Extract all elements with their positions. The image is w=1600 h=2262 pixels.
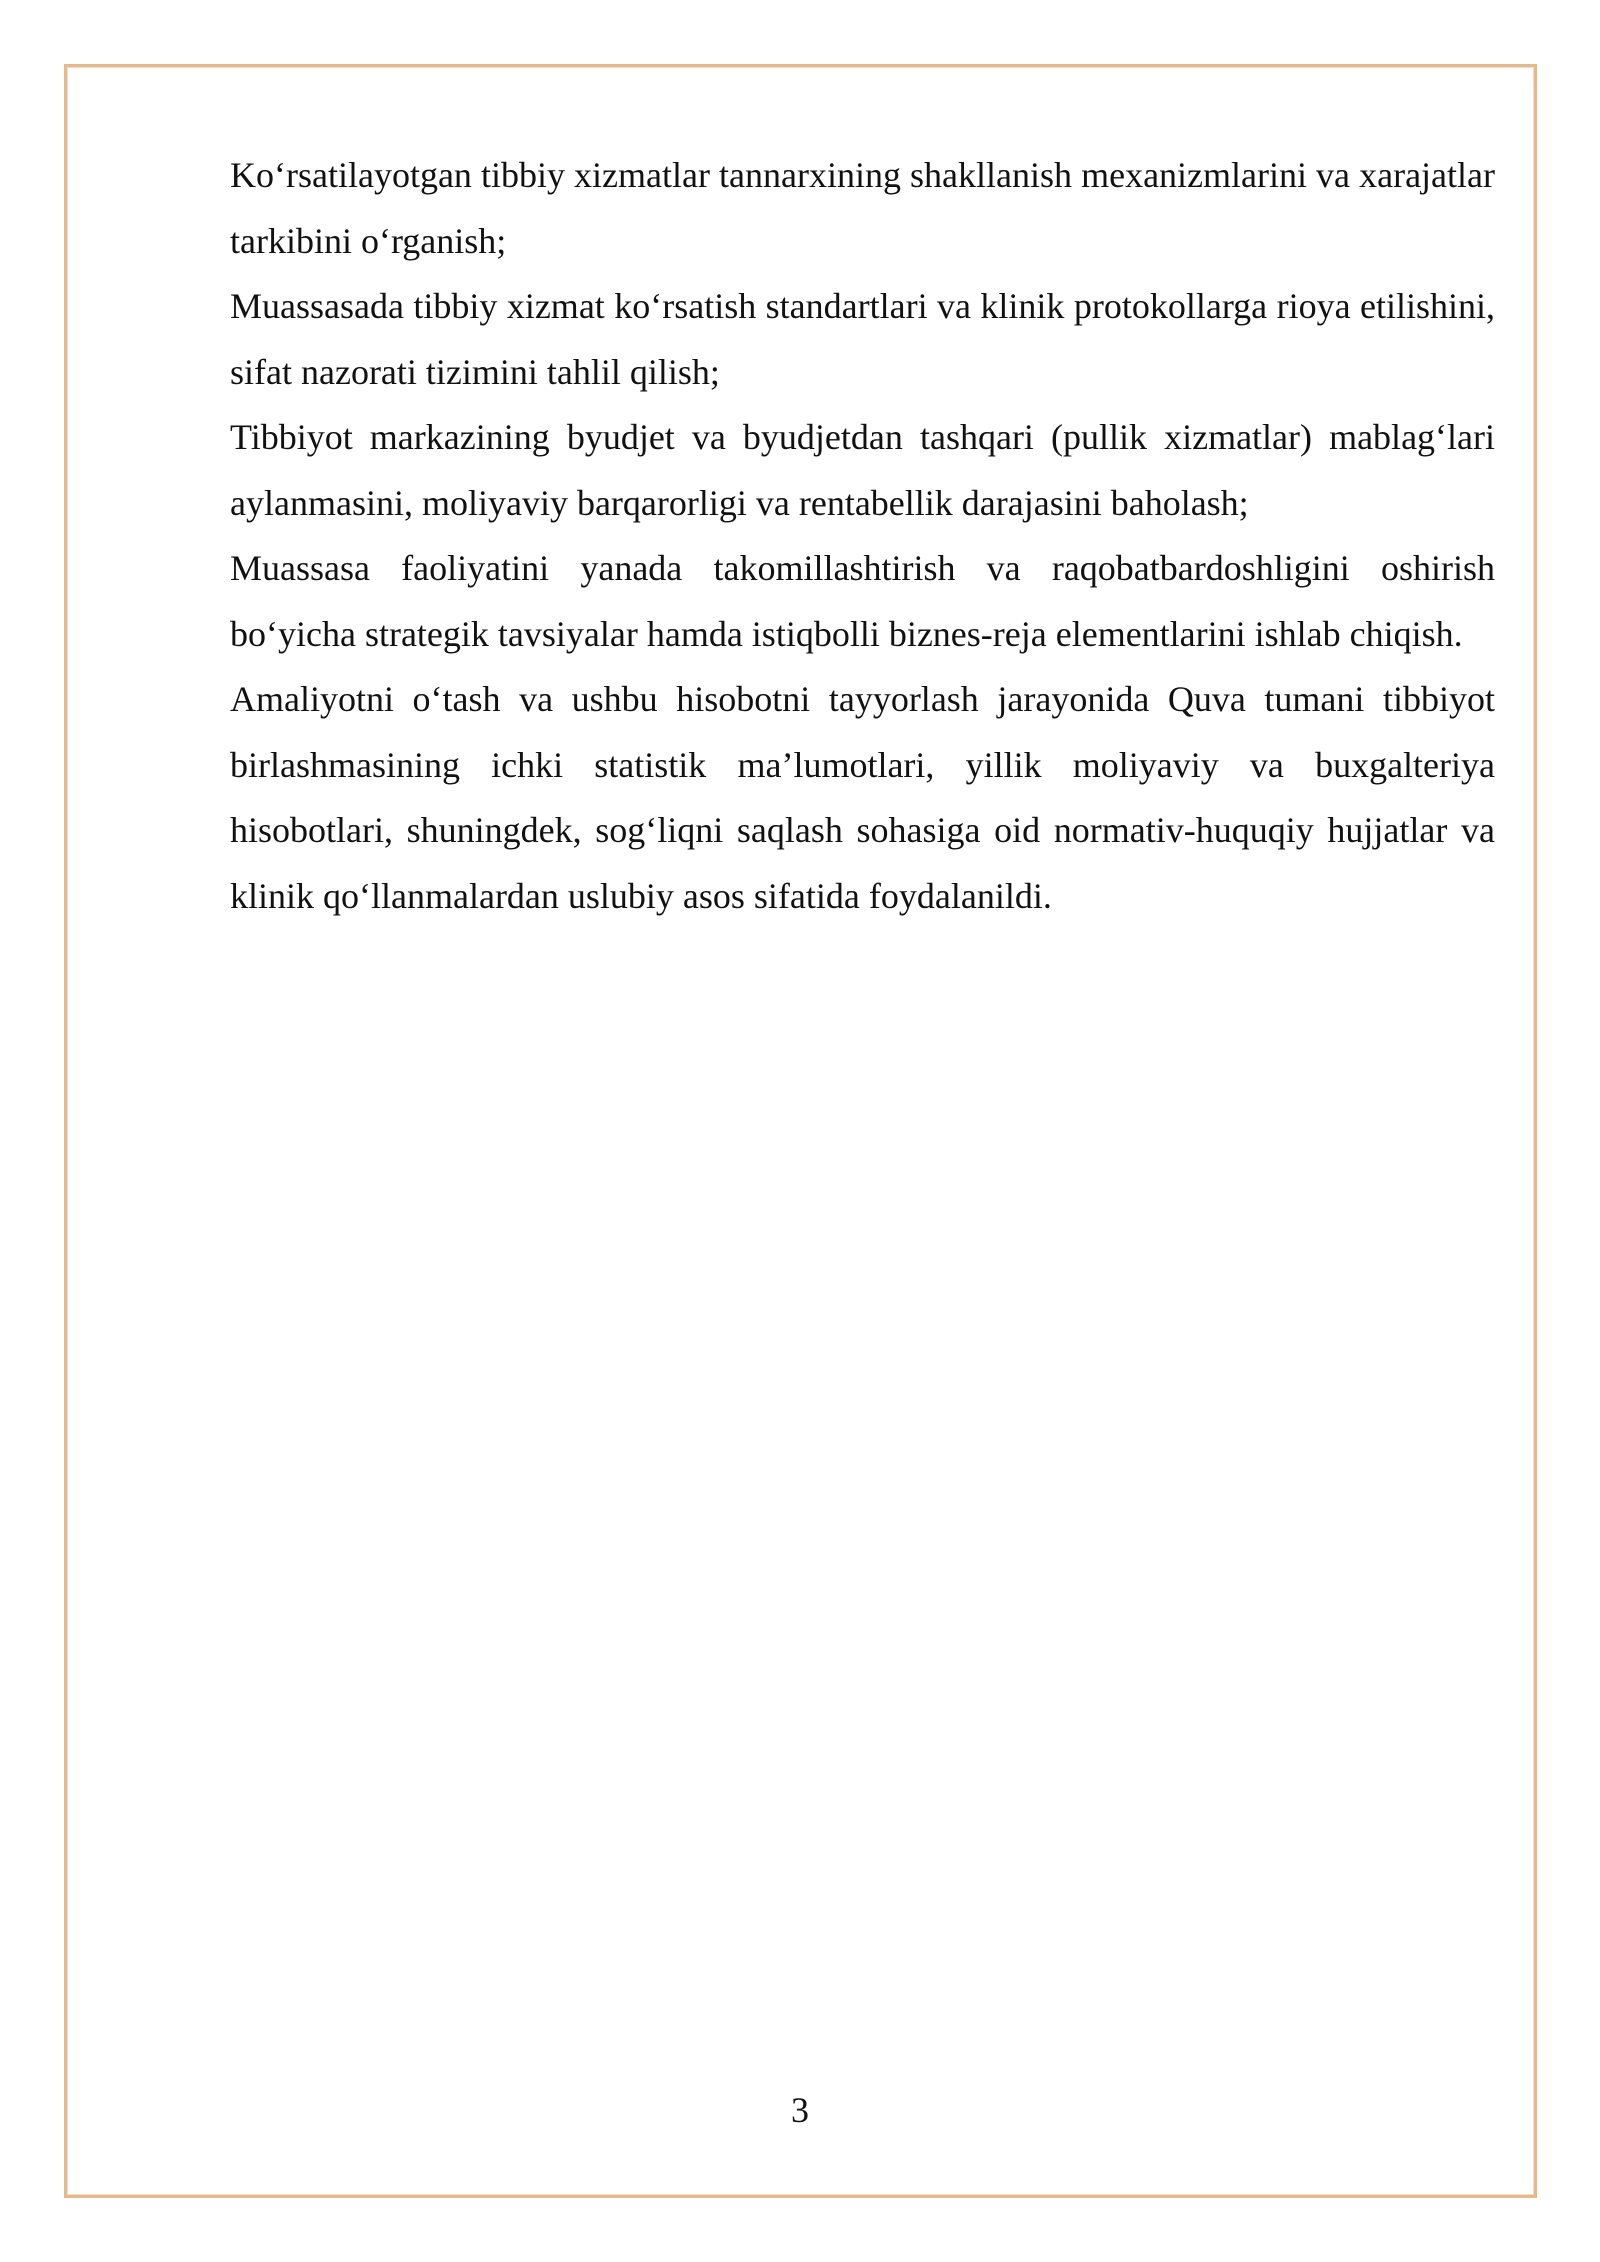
paragraph-strategic-recommendations: Muassasa faoliyatini yanada takomillashtirish va raqobatbardoshligini oshirish bo‘yicha strategik tavsiyalar hamda istiqbolli biznes-reja elementlarini ishlab chiqish.: [230, 548, 1495, 654]
paragraph-cost-formation: Ko‘rsatilayotgan tibbiy xizmatlar tannarxining shakllanish mexanizmlarini va xarajatlar tarkibini o‘rganish;: [230, 155, 1495, 261]
paragraph-financial-assessment: Tibbiyot markazining byudjet va byudjetdan tashqari (pullik xizmatlar) mablag‘lari aylanmasini, moliyaviy barqarorligi va rentabellik darajasini baholash;: [230, 417, 1495, 523]
paragraph-sources: Amaliyotni o‘tash va ushbu hisobotni tayyorlash jarayonida Quva tumani tibbiyot birlashmasining ichki statistik ma’lumotlari, yillik moliyaviy va buxgalteriya hisobotlari, shuningdek, sog‘liqni saqlash sohasiga oid normativ-huquqiy hujjatlar va klinik qo‘llanmalardan uslubiy asos sifatida foydalanildi.: [230, 679, 1495, 916]
page-number: 3: [791, 2090, 809, 2130]
paragraph-quality-standards: Muassasada tibbiy xizmat ko‘rsatish standartlari va klinik protokollarga rioya etilishini, sifat nazorati tizimini tahlil qilish;: [230, 286, 1495, 392]
document-body: [230, 143, 1495, 929]
